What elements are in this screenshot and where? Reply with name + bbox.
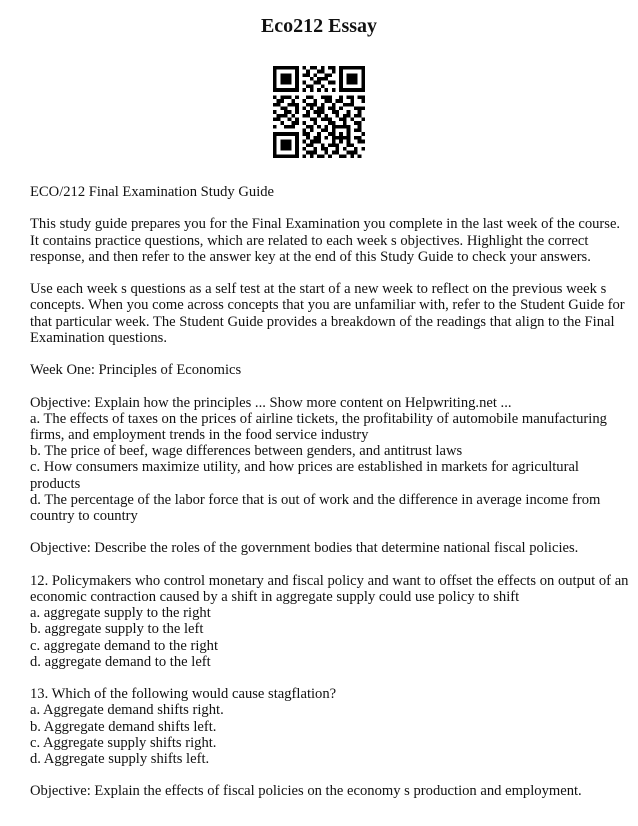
text-line: c. Aggregate supply shifts right. <box>30 734 217 751</box>
text-line: that particular week. The Student Guide provides a breakdown of the readings that align to the Final <box>30 313 615 330</box>
page-title: Eco212 Essay <box>260 15 378 37</box>
objective-2-section <box>30 540 620 556</box>
text-line: a. aggregate supply to the right <box>30 605 211 622</box>
text-line: b. The price of beef, wage differences between genders, and antitrust laws <box>30 443 463 460</box>
text-line: Use each week s questions as a self test at the start of a new week to reflect on the previous week s <box>30 281 607 298</box>
text-line: b. Aggregate demand shifts left. <box>30 718 217 735</box>
text-line: Examination questions. <box>30 329 168 346</box>
text-line: d. The percentage of the labor force that is out of work and the difference in average income from <box>30 491 601 508</box>
text-line: products <box>30 475 81 492</box>
text-line: It contains practice questions, which are related to each week s objectives. Highlight the correct <box>30 232 589 249</box>
text-line: 13. Which of the following would cause stagflation? <box>30 686 337 703</box>
text-line: a. The effects of taxes on the prices of airline tickets, the profitability of automobile manufacturing <box>30 410 607 427</box>
text-line: economic contraction caused by a shift in aggregate supply could use policy to shift <box>30 588 520 605</box>
document-body <box>30 184 629 816</box>
text-line: d. Aggregate supply shifts left. <box>30 751 210 767</box>
text-line: d. aggregate demand to the left <box>30 653 211 670</box>
text-line: Week One: Principles of Economics <box>30 362 242 379</box>
text-line: Objective: Describe the roles of the government bodies that determine national fiscal policies. <box>30 540 579 557</box>
question-13-section <box>30 686 620 767</box>
text-line: response, and then refer to the answer key at the end of this Study Guide to check your answers. <box>30 248 591 265</box>
week-one-heading <box>30 362 620 378</box>
question-12-section <box>30 572 629 670</box>
objective-3-section <box>30 783 620 799</box>
text-line: Objective: Explain how the principles ... Show more content on Helpwriting.net ... <box>30 394 512 411</box>
text-line: b. aggregate supply to the left <box>30 621 204 638</box>
text-line: ECO/212 Final Examination Study Guide <box>30 184 275 200</box>
text-line: country to country <box>30 508 138 524</box>
qr-code-icon <box>273 66 365 158</box>
text-line: This study guide prepares you for the Final Examination you complete in the last week of the course. <box>30 216 621 233</box>
text-line: Objective: Explain the effects of fiscal policies on the economy s production and employment. <box>30 783 582 800</box>
text-line: concepts. When you come across concepts that you are unfamiliar with, refer to the Student Guide for <box>30 297 625 314</box>
intro-paragraph <box>30 216 620 265</box>
text-line: 12. Policymakers who control monetary and fiscal policy and want to offset the effects on output of an <box>30 572 629 589</box>
text-line: a. Aggregate demand shifts right. <box>30 702 224 719</box>
text-line: c. aggregate demand to the right <box>30 637 219 654</box>
study-guide-heading <box>30 184 620 200</box>
text-line: c. How consumers maximize utility, and how prices are established in markets for agricultural <box>30 459 579 476</box>
text-line: firms, and employment trends in the food service industry <box>30 426 369 443</box>
usage-paragraph <box>30 281 625 346</box>
objective-1-section <box>30 395 620 525</box>
